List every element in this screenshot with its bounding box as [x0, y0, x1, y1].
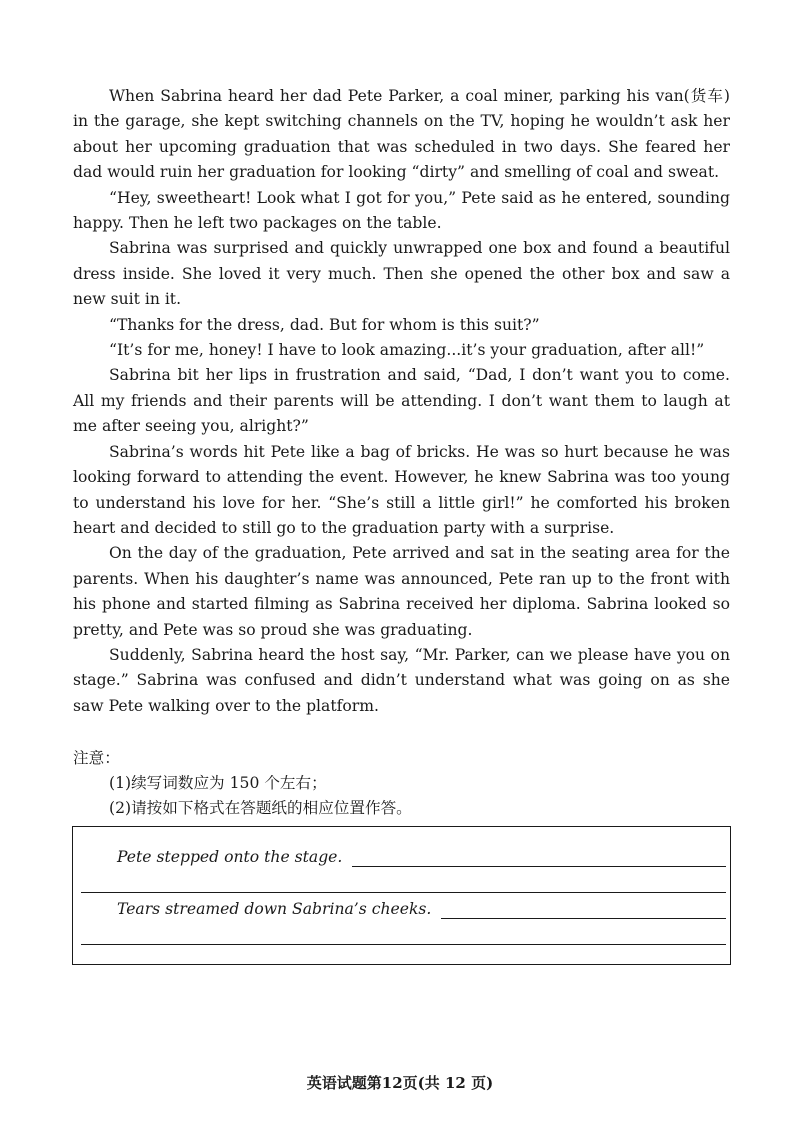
- answer-line-blank[interactable]: [81, 944, 726, 945]
- story-paragraph-2: “Hey, sweetheart! Look what I got for you,” Pete said as he entered, sounding happy. Then he left two packages on the table.: [73, 188, 730, 233]
- story-text: [73, 84, 730, 719]
- instruction-item-1: (1)续写词数应为 150 个左右；: [109, 774, 327, 792]
- story-paragraph-4: “Thanks for the dress, dad. But for whom is this suit?”: [109, 315, 540, 334]
- story-paragraph-6: Sabrina bit her lips in frustration and said, “Dad, I don’t want you to come. All my friends and their parents will be attending. I don’t want them to laugh at me after seeing you, alright?”: [73, 366, 730, 436]
- story-paragraph-5: “It’s for me, honey! I have to look amazing...it’s your graduation, after all!”: [109, 341, 705, 360]
- story-paragraph-1: When Sabrina heard her dad Pete Parker, a coal miner, parking his van(货车) in the garage, she kept switching channels on the TV, hoping he wouldn’t ask her about her upcoming graduation that was scheduled in two days. She feared her dad would ruin her graduation for looking “dirty” and smelling of coal and sweat.: [73, 87, 730, 182]
- instruction-item-2: (2)请按如下格式在答题纸的相应位置作答。: [109, 799, 412, 817]
- page-footer: 英语试题第12页(共 12 页): [306, 1074, 494, 1092]
- answer-line-2-blank[interactable]: [441, 900, 726, 919]
- instructions: [73, 746, 730, 821]
- answer-row-1: [117, 847, 726, 867]
- story-paragraph-3: Sabrina was surprised and quickly unwrapped one box and found a beautiful dress inside. She loved it very much. Then she opened the other box and saw a new suit in it.: [73, 239, 730, 309]
- answer-line-2-start: Tears streamed down Sabrina’s cheeks.: [117, 900, 432, 918]
- story-paragraph-9: Suddenly, Sabrina heard the host say, “Mr. Parker, can we please have you on stage.” Sabrina was confused and didn’t understand what was going on as she saw Pete walking over to the platform.: [73, 645, 730, 715]
- answer-line-1-start: Pete stepped onto the stage.: [117, 848, 343, 866]
- answer-line-blank[interactable]: [81, 892, 726, 893]
- answer-line-1-blank[interactable]: [352, 848, 726, 867]
- story-paragraph-7: Sabrina’s words hit Pete like a bag of bricks. He was so hurt because he was looking forward to attending the event. However, he knew Sabrina was too young to understand his love for her. “She’s still a little girl!” he comforted his broken heart and decided to still go to the graduation party with a surprise.: [73, 442, 730, 537]
- story-paragraph-8: On the day of the graduation, Pete arrived and sat in the seating area for the parents. When his daughter’s name was announced, Pete ran up to the front with his phone and started filming as Sabrina received her diploma. Sabrina looked so pretty, and Pete was so proud she was graduating.: [73, 544, 730, 639]
- answer-row-2: [117, 899, 726, 919]
- instructions-heading: 注意：: [73, 749, 120, 767]
- answer-box: [72, 826, 731, 965]
